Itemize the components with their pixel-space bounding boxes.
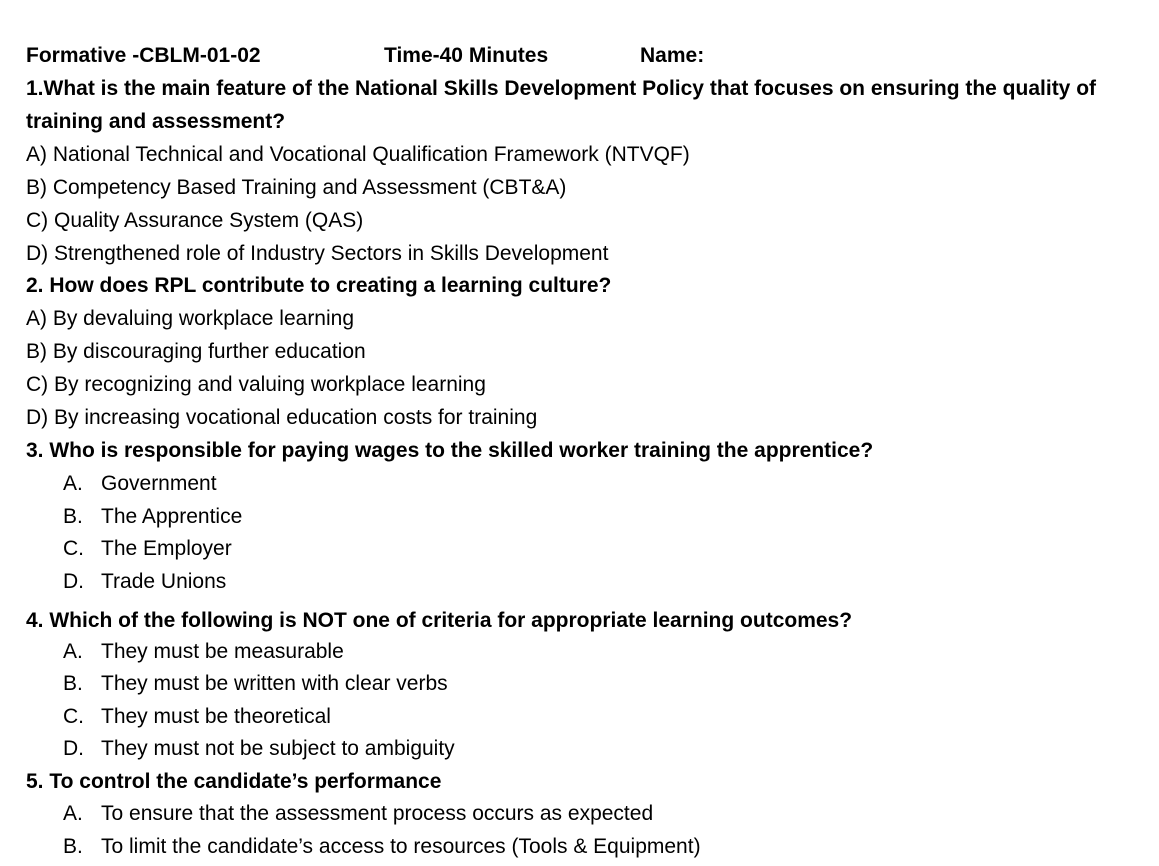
question-3-option-b bbox=[63, 505, 963, 529]
question-3-text: 3. Who is responsible for paying wages to the skilled worker training the apprentice? bbox=[26, 439, 874, 462]
option-letter: A. bbox=[63, 472, 83, 495]
question-1-option-c: C) Quality Assurance System (QAS) bbox=[26, 209, 364, 232]
option-text: They must be measurable bbox=[101, 640, 344, 663]
time-limit: Time-40 Minutes bbox=[384, 44, 549, 67]
question-2-option-a: A) By devaluing workplace learning bbox=[26, 307, 355, 330]
question-2-text: 2. How does RPL contribute to creating a learning culture? bbox=[26, 274, 612, 297]
question-3-option-d bbox=[63, 570, 963, 594]
question-1-option-a: A) National Technical and Vocational Qualification Framework (NTVQF) bbox=[26, 143, 690, 166]
question-2-option-b: B) By discouraging further education bbox=[26, 340, 366, 363]
option-text: Government bbox=[101, 472, 217, 495]
question-2-option-d: D) By increasing vocational education costs for training bbox=[26, 406, 538, 429]
question-3-option-a bbox=[63, 472, 963, 496]
option-letter: C. bbox=[63, 705, 84, 728]
option-text: To limit the candidate’s access to resources (Tools & Equipment) bbox=[101, 835, 701, 858]
option-text: They must not be subject to ambiguity bbox=[101, 737, 455, 760]
form-code: Formative -CBLM-01-02 bbox=[26, 44, 261, 67]
question-4-option-c bbox=[63, 705, 963, 729]
question-5-option-a bbox=[63, 802, 963, 826]
option-text: To ensure that the assessment process occurs as expected bbox=[101, 802, 654, 825]
option-text: The Employer bbox=[101, 537, 232, 560]
question-1-text: 1.What is the main feature of the National Skills Development Policy that focuses on ensuring the quality of bbox=[26, 77, 1097, 100]
option-letter: A. bbox=[63, 640, 83, 663]
question-1-option-d: D) Strengthened role of Industry Sectors in Skills Development bbox=[26, 242, 609, 265]
question-1-option-b: B) Competency Based Training and Assessment (CBT&A) bbox=[26, 176, 567, 199]
option-letter: A. bbox=[63, 802, 83, 825]
option-text: They must be theoretical bbox=[101, 705, 331, 728]
question-3-option-c bbox=[63, 537, 963, 561]
option-letter: B. bbox=[63, 505, 83, 528]
question-2-option-c: C) By recognizing and valuing workplace learning bbox=[26, 373, 486, 396]
option-letter: B. bbox=[63, 835, 83, 858]
option-text: They must be written with clear verbs bbox=[101, 672, 448, 695]
question-4-text: 4. Which of the following is NOT one of criteria for appropriate learning outcomes? bbox=[26, 609, 853, 632]
question-4-option-b bbox=[63, 672, 963, 696]
question-5-text: 5. To control the candidate’s performance bbox=[26, 770, 442, 793]
question-4-option-d bbox=[63, 737, 963, 761]
option-text: The Apprentice bbox=[101, 505, 243, 528]
option-letter: C. bbox=[63, 537, 84, 560]
question-1-text-continued: training and assessment? bbox=[26, 110, 286, 133]
option-letter: D. bbox=[63, 737, 84, 760]
option-letter: D. bbox=[63, 570, 84, 593]
question-5-option-b bbox=[63, 835, 963, 859]
option-letter: B. bbox=[63, 672, 83, 695]
name-label: Name: bbox=[640, 44, 705, 67]
question-4-option-a bbox=[63, 640, 963, 664]
option-text: Trade Unions bbox=[101, 570, 227, 593]
